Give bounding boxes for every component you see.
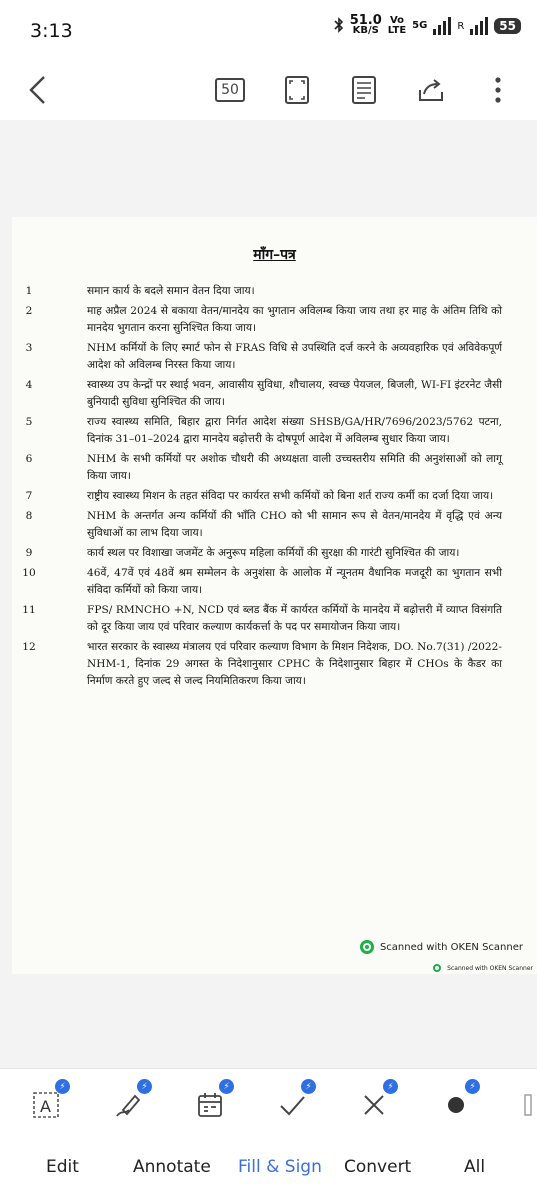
cross-mark-icon [359, 1090, 389, 1120]
page-gap [0, 120, 537, 217]
signature-tool-button[interactable] [106, 1083, 150, 1127]
demand-item-text: कार्य स्थल पर विशाखा जजमेंट के अनुरूप महिला कर्मियों की सुरक्षा की गारंटी सुनिश्चित की जाय। [87, 547, 460, 559]
reading-mode-button[interactable] [344, 70, 384, 110]
volte-indicator [388, 16, 406, 36]
demand-item-number: 10 [22, 567, 36, 579]
document-title: माँग–पत्र [253, 247, 296, 263]
demand-item-text: भारत सरकार के स्वास्थ्य मंत्रालय एवं परिवार कल्याण विभाग के मिशन निदेशक, DO. No.7(31) /2022- NHM-1, दिनांक 29 अगस्त के निदेशानुसार CPHC के निदेशानुसार बिहार में CHOs के कैडर का निर्माण करते हुए जल्द से जल्द नियमितिकरण किया जाय। [87, 641, 502, 687]
tab-all[interactable]: All [464, 1157, 486, 1177]
demand-item-text: NHM कर्मियों के लिए स्मार्ट फोन से FRAS विधि से उपस्थिति दर्ज करने के अव्यवहारिक एवं अविवेकपूर्ण आदेश को अविलम्ब निरस्त किया जाय। [87, 342, 502, 371]
demand-item-number: 7 [25, 490, 33, 502]
demand-item [25, 414, 502, 448]
dot-tool-button[interactable] [434, 1083, 478, 1127]
demand-item-number: 12 [22, 641, 36, 653]
more-tools-peek[interactable] [516, 1083, 537, 1127]
demand-item [25, 508, 502, 542]
clock: 3:13 [30, 20, 73, 42]
partial-tool-icon [522, 1090, 532, 1120]
cross-tool-button[interactable] [352, 1083, 396, 1127]
5g-label: 5G [412, 20, 428, 31]
demand-item-number: 1 [25, 285, 33, 297]
demand-item-text: NHM के सभी कर्मियों पर अशोक चौधरी की अध्यक्षता वाली उच्चस्तरीय समिति की अनुशंसाओं को लागू किया जाय। [87, 453, 502, 482]
kebab-menu-icon [494, 75, 502, 105]
demand-item-number: 5 [25, 416, 33, 428]
page-count: 50 [215, 78, 245, 102]
page-count-button[interactable] [210, 70, 250, 110]
demand-item-number: 3 [25, 342, 33, 354]
network-speed [349, 13, 382, 36]
demand-item [25, 545, 502, 562]
tab-annotate[interactable]: Annotate [133, 1157, 211, 1177]
pro-badge-icon: ⚡ [219, 1079, 234, 1094]
signal-icon [433, 17, 451, 35]
back-button[interactable] [18, 70, 58, 110]
share-icon [416, 76, 446, 104]
scan-watermark-text: Scanned with OKEN Scanner [379, 941, 523, 953]
lte-label: LTE [387, 25, 407, 36]
demand-item [22, 565, 502, 599]
demand-item-text: राज्य स्वास्थ्य समिति, बिहार द्वारा निर्गत आदेश संख्या SHSB/GA/HR/7696/2023/5762 पटना, दिनांक 31–01–2024 द्वारा मानदेय बढ़ोत्तरी के दोषपूर्ण आदेश में अविलम्ब सुधार किया जाय। [87, 416, 502, 445]
speed-value: 51.0 [349, 13, 382, 28]
expand-icon [284, 75, 310, 105]
status-bar [0, 0, 537, 60]
document-view-icon [351, 75, 377, 105]
calendar-icon [195, 1090, 225, 1120]
status-icons [334, 13, 521, 36]
demand-item-text: 46वें, 47वें एवं 48वें श्रम सम्मेलन के अनुशंसा के आलोक में न्यूनतम वैधानिक मजदूरी का भुगतान सभी संविदा कर्मियों को किया जाय। [87, 567, 502, 596]
demand-item-number: 6 [25, 453, 33, 465]
demand-item-number: 2 [25, 305, 33, 317]
demand-item-text: स्वास्थ्य उप केन्द्रों पर स्थाई भवन, आवासीय सुविधा, शौचालय, स्वच्छ पेयजल, बिजली, WI-FI इंटरनेट जैसी बुनियादी सुविधा सुनिश्चित की जाय। [87, 379, 502, 408]
demand-item [25, 377, 502, 411]
demand-item-number: 8 [25, 510, 33, 522]
demand-item [22, 602, 502, 636]
tab-fill-sign[interactable]: Fill & Sign [238, 1157, 322, 1177]
more-options-button[interactable] [478, 70, 518, 110]
demand-item-text: NHM के अन्तर्गत अन्य कर्मियों की भाँति CHO को भी सामान रूप से वेतन/मानदेय में वृद्धि एवं अन्य सुविधाओं का लाभ दिया जाय। [87, 510, 502, 539]
demand-list [22, 283, 502, 693]
scan-watermark-small [433, 964, 533, 972]
demand-item [25, 340, 502, 374]
fit-screen-button[interactable] [277, 70, 317, 110]
volte-label: Vo [389, 15, 405, 26]
tab-edit[interactable]: Edit [46, 1157, 79, 1177]
top-toolbar [0, 60, 537, 120]
checkmark-icon [277, 1090, 307, 1120]
pro-badge-icon: ⚡ [137, 1079, 152, 1094]
5g-indicator [412, 21, 427, 31]
svg-text:A: A [40, 1097, 51, 1116]
demand-item-text: माह अप्रैल 2024 से बकाया वेतन/मानदेय का भुगतान अविलम्ब किया जाय तथा हर माह के अंतिम तिथि को मानदेय भुगतान करना सुनिश्चित किया जाय। [87, 305, 502, 334]
share-button[interactable] [411, 70, 451, 110]
oken-logo-small-icon [433, 964, 441, 972]
check-tool-button[interactable] [270, 1083, 314, 1127]
pro-badge-icon: ⚡ [301, 1079, 316, 1094]
pen-sign-icon [113, 1090, 143, 1120]
demand-item-text: समान कार्य के बदले समान वेतन दिया जाय। [87, 285, 255, 297]
battery-indicator: 55 [494, 18, 521, 34]
text-box-icon [31, 1090, 61, 1120]
pro-badge-icon: ⚡ [383, 1079, 398, 1094]
text-tool-button[interactable] [24, 1083, 68, 1127]
bottom-toolbar [0, 1068, 537, 1201]
speed-unit: KB/S [352, 25, 379, 36]
demand-item [25, 451, 502, 485]
demand-item [25, 488, 502, 505]
demand-item-text: राष्ट्रीय स्वास्थ्य मिशन के तहत संविदा पर कार्यरत सभी कर्मियों को बिना शर्त राज्य कर्मी का दर्जा दिया जाय। [87, 490, 494, 502]
demand-item [22, 639, 502, 690]
scan-watermark-small-text: Scanned with OKEN Scanner [447, 964, 533, 972]
tab-convert[interactable]: Convert [344, 1157, 412, 1177]
oken-logo-icon [360, 940, 374, 954]
demand-item-number: 9 [25, 547, 33, 559]
dot-icon [441, 1090, 471, 1120]
bluetooth-icon [334, 17, 344, 36]
demand-item [25, 283, 502, 300]
roaming-label: R [457, 20, 465, 32]
date-tool-button[interactable] [188, 1083, 232, 1127]
back-arrow-icon [28, 75, 48, 105]
pro-badge-icon: ⚡ [55, 1079, 70, 1094]
demand-item-text: FPS/ RMNCHO +N, NCD एवं ब्लड बैंक में कार्यरत कर्मियों के मानदेय में बढ़ोत्तरी में व्याप्त विसंगति को दूर किया जाय एवं परिवार कल्याण कार्यकर्त्ता के पद पर समायोजन किया जाय। [87, 604, 502, 633]
pro-badge-icon: ⚡ [465, 1079, 480, 1094]
demand-item-number: 4 [25, 379, 33, 391]
scan-watermark [360, 940, 523, 954]
bottom-tab-bar [0, 1157, 537, 1183]
document-page [12, 217, 537, 974]
demand-item [25, 303, 502, 337]
demand-item-number: 11 [22, 604, 36, 616]
signal-icon-2 [470, 17, 488, 35]
